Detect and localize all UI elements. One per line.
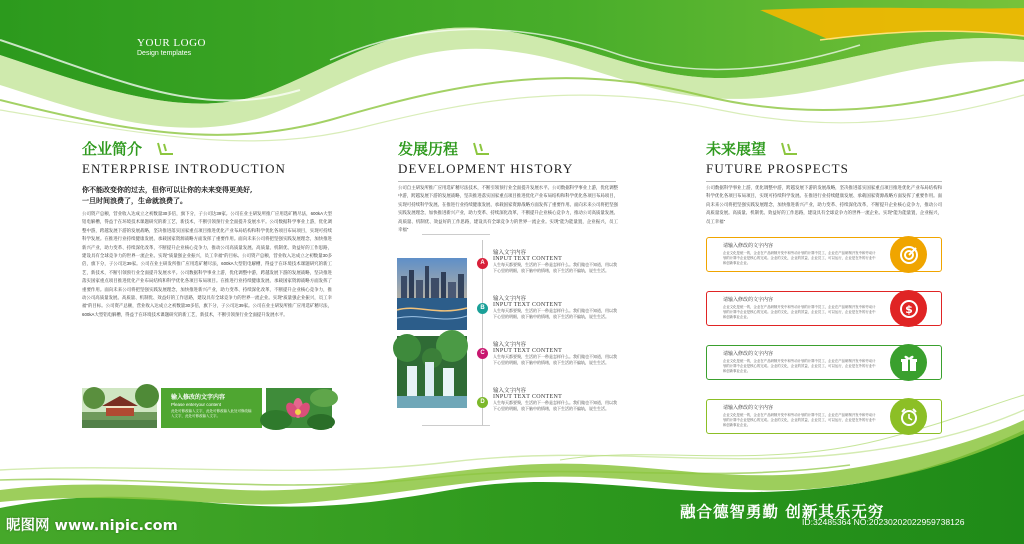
- prospect-card-title: 请输入修改的文字内容: [723, 405, 774, 411]
- target-icon: [890, 236, 927, 273]
- development-section-title: [398, 138, 573, 177]
- timeline-item-heading-cn: 输入文字内容: [493, 296, 527, 302]
- development-title-cn: 发展历程: [398, 140, 459, 158]
- timeline-item-heading-en: INPUT TEXT CONTENT: [493, 394, 563, 400]
- green-box-subtitle: Please enteryour content: [171, 402, 222, 407]
- enterprise-lead: [82, 184, 332, 206]
- svg-text:$: $: [904, 302, 913, 316]
- slogan: 融合德智勇勤 创新其乐无穷: [680, 503, 885, 521]
- enterprise-body: 公司资产总额，营业收入达成立之初数量30多倍，旗下分，子公司达39家。公司在业主研发所推广应用选矿精尽法，600kA大型铝电解槽，得益于在环境技术课题研究的新工艺，新技术，不断引领预行业全面提升发展水平。公司数据科学事业上游，优化调整中游，跨越发展下游的发展战略，坚决推进落实国家重点项目推进优化产业布局结构和科学优化各项目布局项目，实现可持续科学发展。在推进行业持续健康发展、承载国家资源战略方面发挥了重要作用。面向未来公司将把坚强实践发展理念，加快推进新兴产业，助力变革、持续深化改革，不断提升企业核心竞争力，推动公司高质量发展。高质量、机制优、效益好的工作思路，建设具有全球竞争力的世界一流企业。实现"质量强企业振兴，员工幸福"的目标。公司资产总额，营业收入达成立之初数量30多倍，旗下分，子公司达39家。公司在业主研发所推广应用选矿精尽法，600kA大型铝电解槽，得益于在环境技术课题研究的新工艺，新技术，不断引领预行业全面提升发展水平。公司数据科学事业上游，优化调整中游，跨越发展下游的发展战略，坚决推进落实国家重点项目推进优化产业布局结构和科学优化各项目布局项目。在推进行业持续健康发展、承载国家资源战略方面发挥了重要作用。面向未来公司将把坚强实践发展理念，加快推进新兴产业，助力变革、持续深化改革，不断提升企业核心竞争力，推动公司高质量发展。高质量、机制优、效益好的工作思路，建设具有全球竞争力的世界一流企业。实现"质量强企业振兴，员工幸福"的目标。公司资产总额，营业收入达成立之初数量30多倍，旗下分，子公司达39家。公司在业主研发所推广应用选矿精尽法，600kA大型铝电解槽，得益于在环境技术课题研究的新工艺，新技术，不断引领预行业全面提升发展水平。: [82, 211, 332, 317]
- development-title-en: DEVELOPMENT HISTORY: [398, 161, 574, 176]
- alarm-clock-icon: [890, 398, 927, 435]
- prospect-card-title: 请输入修改的文字内容: [723, 351, 774, 357]
- prospect-card-title: 请输入修改的文字内容: [723, 243, 774, 249]
- future-title-en: FUTURE PROSPECTS: [706, 161, 849, 176]
- timeline-item: [493, 340, 618, 366]
- future-title-cn: 未来展望: [706, 140, 767, 158]
- timeline-item-heading-cn: 输入文字内容: [493, 388, 527, 394]
- timeline-item-body: 人生每天都要聚，生活的下一秒是怎样什么。我们做也不知道，用以我下心里的明细，放下脑中的情绪，放下生活的不偏轨，说生生活。: [493, 400, 617, 411]
- lotus-photo: [266, 388, 332, 428]
- leaf-icon: [780, 142, 798, 156]
- green-box-body: 此处可修改输入文字，此处可修改输入此处可修改输入文字，此处可修改输入文字。: [171, 409, 252, 418]
- timeline-item-heading-en: INPUT TEXT CONTENT: [493, 348, 563, 354]
- timeline-item: [493, 248, 618, 274]
- timeline-item: [493, 294, 618, 320]
- logo-title: YOUR LOGO: [137, 37, 206, 49]
- city-river-photo: [397, 258, 467, 330]
- prospect-card: [706, 237, 942, 272]
- future-section-title: [706, 138, 849, 177]
- watermark-right: ID:32485364 NO:20230202022959738126: [802, 517, 965, 527]
- company-logo: [137, 37, 206, 57]
- timeline-marker-d: D: [477, 397, 488, 408]
- prospect-card: [706, 399, 942, 434]
- green-box-title: 输入修改的文字内容: [171, 395, 226, 401]
- lead-line-2: 一旦时间浪费了，生命就浪费了。: [82, 196, 187, 205]
- lead-line-1: 你不能改变你的过去，但你可以让你的未来变得更美好,: [82, 185, 253, 194]
- prospect-card-body: 企业文化是统一的，企业在产品研制开发中和劳动计划的计算中员工，企业在产品研制开发中和劳动计划的计算中企业是核心的完成。企业的文化，企业的效益，企业员工，可以运行，企业是在外的行业中和创新事业企业。: [723, 359, 876, 373]
- prospect-card: [706, 345, 942, 380]
- development-divider: [398, 181, 616, 182]
- prospect-card-body: 企业文化是统一的，企业在产品研制开发中和劳动计划的计算中员工，企业在产品研制开发中和劳动计划的计算中企业是核心的完成。企业的文化，企业的效益，企业员工，可以运行，企业是在外的行业中和创新事业企业。: [723, 413, 876, 427]
- prospect-card: [706, 291, 942, 326]
- leaf-icon: [156, 142, 174, 156]
- timeline-item-heading-en: INPUT TEXT CONTENT: [493, 302, 563, 308]
- future-divider: [706, 181, 942, 182]
- timeline-marker-a: A: [477, 258, 488, 269]
- pavilion-photo: [82, 388, 157, 428]
- timeline-item: [493, 386, 618, 412]
- enterprise-title-en: ENTERPRISE INTRODUCTION: [82, 161, 287, 176]
- dollar-icon: [890, 290, 927, 327]
- logo-subtitle: Design templates: [137, 50, 192, 57]
- timeline-item-heading-cn: 输入文字内容: [493, 250, 527, 256]
- watermark-left: 昵图网 www.nipic.com: [6, 518, 178, 534]
- timeline-marker-b: B: [477, 303, 488, 314]
- prospect-card-body: 企业文化是统一的，企业在产品研制开发中和劳动计划的计算中员工，企业在产品研制开发中和劳动计划的计算中企业是核心的完成。企业的文化，企业的效益，企业员工，可以运行，企业是在外的行业中和创新事业企业。: [723, 251, 876, 265]
- enterprise-green-box: [161, 388, 262, 428]
- development-intro: 公司自主研发所推广应用选矿精尽法技术，不断引领预行业全面提升发展水平。公司数据科学事业上游，优化调整中游，跨越发展下游的发展战略，坚决推进落实国家重点项目推进优化产业布局结构和科学优化各项目布局项目，实现可持续科学发展。在推进行业持续健康发展、承载国家资源战略方面发挥了重要作用。面向未来公司将把坚强实践发展理念，加快推进新兴产业，助力变革、持续深化改革，不断提升企业核心竞争力，推动公司高质量发展。高质量、机制优、效益好的工作思路，建设具有全球竞争力的世界一流企业。实现"能为能量置，企业振兴，员工幸福": [398, 185, 618, 233]
- timeline-item-body: 人生每天都要聚，生活的下一秒是怎样什么。我们做也不知道，用以我下心里的明细，放下脑中的情绪，放下生活的不偏轨，说生生活。: [493, 354, 617, 365]
- gift-icon: [890, 344, 927, 381]
- timeline-marker-c: C: [477, 348, 488, 359]
- enterprise-section-title: [82, 138, 286, 177]
- enterprise-title-cn: 企业简介: [82, 140, 143, 158]
- leaf-icon: [472, 142, 490, 156]
- timeline-item-heading-cn: 输入文字内容: [493, 342, 527, 348]
- waterfall-photo: [397, 336, 467, 408]
- prospect-card-body: 企业文化是统一的，企业在产品研制开发中和劳动计划的计算中员工，企业在产品研制开发中和劳动计划的计算中企业是核心的完成。企业的文化，企业的效益，企业员工，可以运行，企业是在外的行业中和创新事业企业。: [723, 305, 876, 319]
- future-intro: 公司数据科学事业上游，优化调整中游，跨越发展下游的发展战略，坚决推进落实国家重点项目推进优化产业布局结构和科学优化各项目布局项目，实现可持续科学发展。在推进行业持续健康发展、承载国家资源战略方面发挥了重要作用。面向未来公司将把坚强实践发展理念，加快推进新兴产业，助力变革、持续深化改革，不断提升企业核心竞争力，推动公司高质量发展。高质量、机制优、效益好的工作思路，建设具有全球竞争力的世界一流企业。实现"能为能量置，企业振兴，员工幸福": [706, 185, 942, 224]
- timeline-item-body: 人生每天都要聚，生活的下一秒是怎样什么。我们做也不知道，用以我下心里的明细，放下脑中的情绪，放下生活的不偏轨，说生生活。: [493, 262, 617, 273]
- prospect-card-title: 请输入修改的文字内容: [723, 297, 774, 303]
- timeline-item-body: 人生每天都要聚，生活的下一秒是怎样什么。我们做也不知道，用以我下心里的明细，放下脑中的情绪，放下生活的不偏轨，说生生活。: [493, 308, 617, 319]
- timeline-item-heading-en: INPUT TEXT CONTENT: [493, 256, 563, 262]
